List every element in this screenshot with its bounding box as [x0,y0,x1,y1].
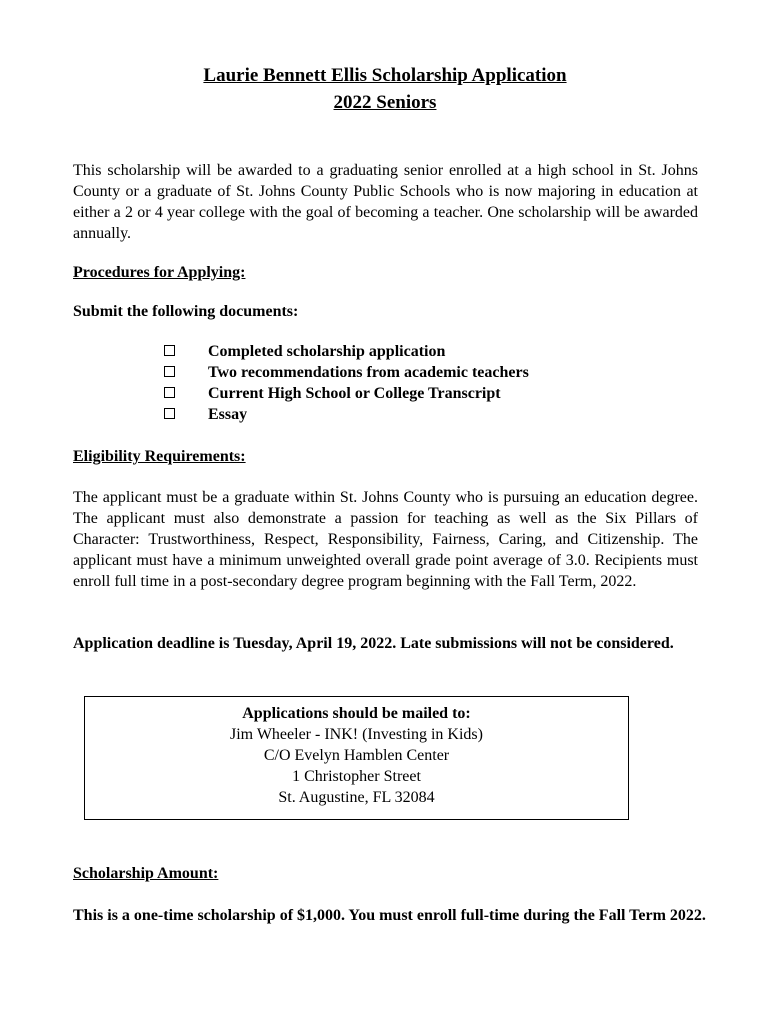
checklist-item [164,341,664,362]
checklist-item-label: Essay [208,406,248,423]
checkbox-icon[interactable] [164,408,175,419]
address-line: Jim Wheeler - INK! (Investing in Kids) [230,726,483,743]
amount-heading: Scholarship Amount: [73,865,219,882]
checklist-item [164,383,664,404]
document-title: Laurie Bennett Ellis Scholarship Application [203,65,567,86]
checkbox-icon[interactable] [164,345,175,356]
checkbox-icon[interactable] [164,366,175,377]
eligibility-heading: Eligibility Requirements: [73,448,246,465]
address-line: 1 Christopher Street [292,768,421,785]
mailing-address-box [84,696,629,820]
deadline-notice: Application deadline is Tuesday, April 19, 2022. Late submissions will not be considered. [73,635,674,652]
checklist-item-label: Completed scholarship application [208,343,446,360]
checklist-item [164,404,664,425]
intro-paragraph: This scholarship will be awarded to a graduating senior enrolled at a high school in St. Johns County or a graduate of St. Johns County Public Schools who is now majoring in education at either a 2 or 4 year college with the goal of becoming a teacher. One scholarship will be awarded annually. [73,162,698,242]
document-subtitle: 2022 Seniors [333,92,437,113]
amount-paragraph: This is a one-time scholarship of $1,000. You must enroll full-time during the Fall Term 2022. [73,907,706,924]
address-line: C/O Evelyn Hamblen Center [263,747,450,764]
eligibility-paragraph: The applicant must be a graduate within St. Johns County who is pursuing an education degree. The applicant must also demonstrate a passion for teaching as well as the Six Pillars of Character: Trustworthiness, Respect, Responsibility, Fairness, Caring, and Citizenship. The applicant must have a minimum unweighted overall grade point average of 3.0. Recipients must enroll full time in a post-secondary degree program beginning with the Fall Term, 2022. [73,489,698,590]
checklist-item [164,362,664,383]
submit-heading: Submit the following documents: [73,303,299,320]
documents-checklist [164,341,664,425]
address-line: St. Augustine, FL 32084 [278,789,435,806]
mailing-heading: Applications should be mailed to: [242,705,471,722]
procedures-heading: Procedures for Applying: [73,264,246,281]
checklist-item-label: Current High School or College Transcript [208,385,501,402]
checklist-item-label: Two recommendations from academic teachers [208,364,529,381]
checkbox-icon[interactable] [164,387,175,398]
